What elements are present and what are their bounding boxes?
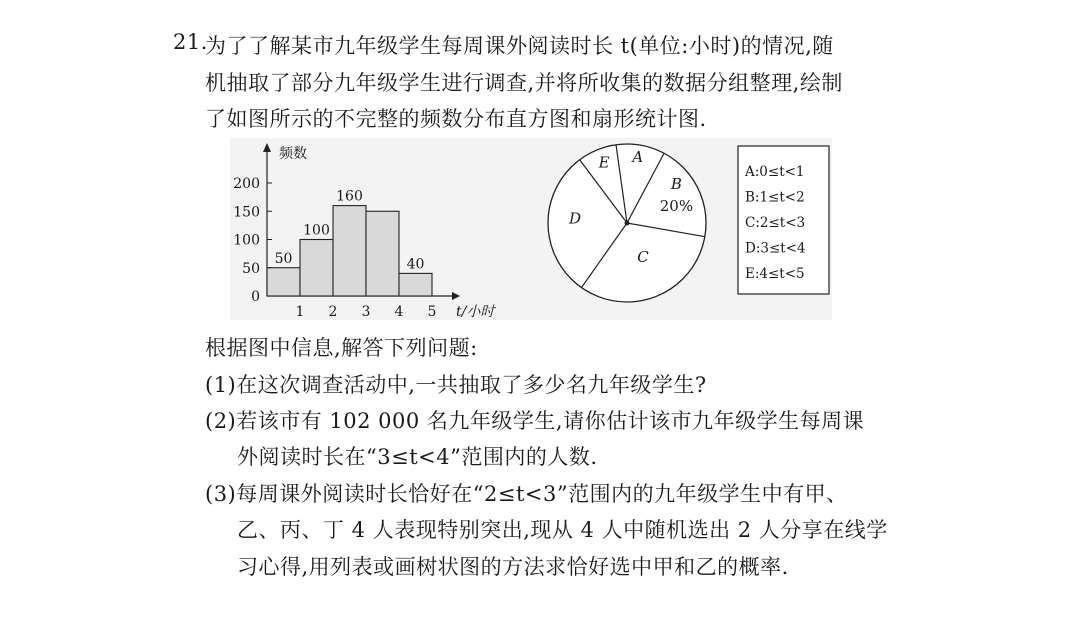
pie-legend-item: C:2≤t<3 xyxy=(745,215,806,231)
x-axis-arrow xyxy=(452,292,460,300)
x-tick-label: 2 xyxy=(328,304,338,320)
figure-area xyxy=(230,138,832,320)
pie-legend-item: E:4≤t<5 xyxy=(745,266,805,282)
x-tick-label: 1 xyxy=(295,304,305,320)
intro-line-1: 为了了解某市九年级学生每周课外阅读时长 t(单位:小时)的情况,随 xyxy=(205,34,834,58)
pie-slice-label: B xyxy=(670,174,682,193)
x-tick-label: 3 xyxy=(361,304,371,320)
y-tick-label: 0 xyxy=(251,289,260,305)
pie-legend-item: B:1≤t<2 xyxy=(745,189,805,206)
histogram-bar xyxy=(267,268,300,296)
question-2-line-2: 外阅读时长在“3≤t<4”范围内的人数. xyxy=(237,445,598,469)
y-tick-label: 200 xyxy=(233,176,260,192)
y-tick-label: 150 xyxy=(233,204,260,221)
question-lead: 根据图中信息,解答下列问题: xyxy=(205,336,478,360)
histogram xyxy=(230,138,495,320)
histogram-bar xyxy=(366,211,399,296)
problem-number: 21. xyxy=(173,30,208,54)
y-tick-label: 50 xyxy=(242,260,260,277)
x-tick-label: 5 xyxy=(427,304,437,320)
bar-value-label: 160 xyxy=(336,188,363,205)
bar-value-label: 50 xyxy=(274,250,293,267)
question-3-line-1: (3)每周课外阅读时长恰好在“2≤t<3”范围内的九年级学生中有甲、 xyxy=(205,482,848,506)
question-3-line-2: 乙、丙、丁 4 人表现特别突出,现从 4 人中随机选出 2 人分享在线学 xyxy=(237,518,888,542)
intro-line-2: 机抽取了部分九年级学生进行调查,并将所收集的数据分组整理,绘制 xyxy=(205,71,843,95)
pie-legend-item: A:0≤t<1 xyxy=(745,164,805,180)
y-tick-label: 100 xyxy=(233,232,260,249)
y-axis-arrow xyxy=(263,143,271,152)
question-1: (1)在这次调查活动中,一共抽取了多少名九年级学生? xyxy=(205,373,707,397)
pie-slice-label: C xyxy=(637,247,649,266)
x-tick-label: 4 xyxy=(394,304,404,320)
bar-value-label: 100 xyxy=(303,222,330,239)
histogram-bar xyxy=(399,273,432,296)
pie-slice-percent: 20% xyxy=(659,196,694,215)
x-axis-label: t/小时 xyxy=(456,304,495,320)
pie-slice-label: A xyxy=(632,147,644,166)
pie-legend-item: D:3≤t<4 xyxy=(745,240,806,257)
pie-chart xyxy=(490,138,832,320)
intro-line-3: 了如图所示的不完整的频数分布直方图和扇形统计图. xyxy=(205,107,707,131)
pie-center xyxy=(625,221,630,226)
question-2-line-1: (2)若该市有 102 000 名九年级学生,请你估计该市九年级学生每周课 xyxy=(205,409,865,433)
y-axis-label: 频数 xyxy=(279,146,307,162)
histogram-bar xyxy=(333,206,366,296)
pie-slice-label: D xyxy=(568,209,582,228)
question-3-line-3: 习心得,用列表或画树状图的方法求恰好选中甲和乙的概率. xyxy=(237,555,789,579)
bar-value-label: 40 xyxy=(406,256,425,273)
pie-slice-label: E xyxy=(598,153,610,172)
histogram-bar xyxy=(300,240,333,297)
